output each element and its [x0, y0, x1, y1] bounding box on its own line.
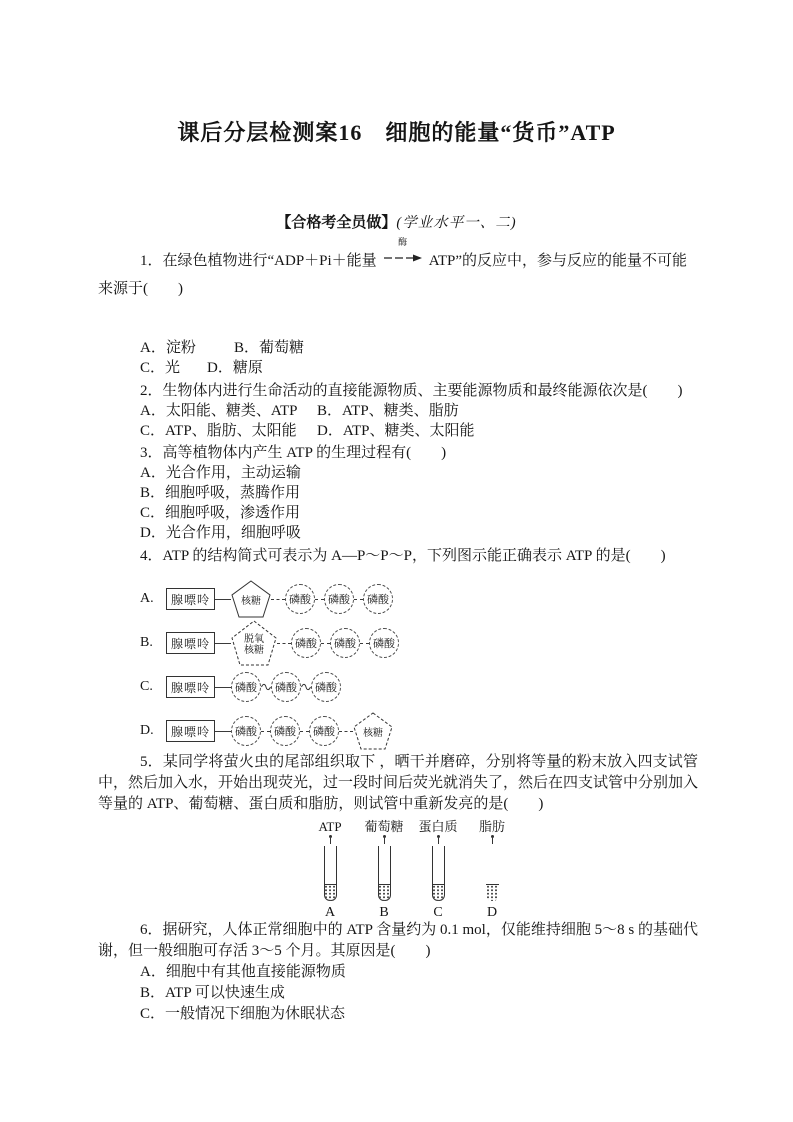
- question-6: [98, 920, 698, 1025]
- q3-option-b: B．细胞呼吸，蒸腾作用: [140, 485, 301, 501]
- q4-stem: 4．ATP 的结构简式可表示为 A—P～P～P，下列图示能正确表示 ATP 的是( ): [140, 548, 666, 564]
- q1-option-a: A．淀粉: [140, 340, 196, 356]
- tube-letter: C: [433, 905, 443, 920]
- bond-line-dashed: [300, 731, 309, 732]
- bond-line-dashed: [321, 643, 330, 644]
- phosphate-circle: 磷酸: [291, 628, 321, 658]
- diagram-a-label: A.: [140, 591, 154, 606]
- question-4: [98, 546, 698, 566]
- q2-option-a: A．太阳能、糖类、ATP: [140, 403, 298, 419]
- tube-substance-label: 葡萄糖: [364, 819, 404, 834]
- section-note: (学业水平一、二): [396, 215, 517, 231]
- bond-line-dashed: [271, 599, 285, 600]
- q3-option-a: A．光合作用，主动运输: [140, 465, 301, 481]
- bond-line: [215, 687, 231, 688]
- q1-options: [140, 338, 740, 378]
- q6-option-b: B．ATP 可以快速生成: [140, 985, 285, 1001]
- tube-column-c: [411, 819, 465, 921]
- q2-options-row-1: [140, 401, 698, 421]
- q2-option-b: B．ATP、糖类、脂肪: [317, 403, 459, 419]
- tube-letter: B: [379, 905, 389, 920]
- q3-option-c: C．细胞呼吸，渗透作用: [140, 505, 301, 521]
- bond-line-dashed: [354, 599, 363, 600]
- bond-line-dashed: [339, 731, 353, 732]
- q6-stem: 6．据研究，人体正常细胞中的 ATP 含量约为 0.1 mol，仅能维持细胞 5～8 s 的基础代谢，但一般细胞可存活 3～5 个月。其原因是( ): [98, 922, 698, 959]
- tube-substance-label: 脂肪: [478, 819, 505, 834]
- q6-option-c: C．一般情况下细胞为休眠状态: [140, 1006, 346, 1022]
- test-tube: [324, 846, 337, 901]
- phosphate-circle: 磷酸: [270, 716, 300, 746]
- diagram-c-label: C.: [140, 679, 153, 694]
- high-energy-bond-icon: [261, 683, 271, 691]
- phosphate-circle: 磷酸: [309, 716, 339, 746]
- tube-powder: [324, 884, 337, 901]
- tube-substance-label: 蛋白质: [418, 819, 458, 834]
- high-energy-bond-icon: [301, 683, 311, 691]
- q1-stem-text-before: 1．在绿色植物进行“ADP＋Pi＋能量: [140, 253, 377, 269]
- phosphate-circle: 磷酸: [271, 672, 301, 702]
- page-title: 课后分层检测案16 细胞的能量“货币”ATP: [177, 120, 616, 145]
- bond-line-dashed: [261, 731, 270, 732]
- test-tube: [432, 846, 445, 901]
- q1-stem-line-2: 来源于( ): [98, 281, 183, 297]
- bond-line-dashed: [277, 643, 291, 644]
- tube-letter: D: [486, 905, 498, 920]
- arrow-icon: [384, 253, 422, 263]
- dropper-mark-icon: [383, 835, 386, 845]
- phosphate-circle: 磷酸: [311, 672, 341, 702]
- phosphate-circle: 磷酸: [363, 584, 393, 614]
- bond-line: [215, 731, 231, 732]
- tube-letter: A: [324, 905, 336, 920]
- deoxyribose-pentagon: 脱氧核糖: [231, 620, 277, 666]
- q1-option-d: D．糖原: [207, 360, 263, 376]
- q2-options-row-2: [140, 421, 698, 441]
- tube-powder: [378, 884, 391, 901]
- phosphate-circle: 磷酸: [231, 672, 261, 702]
- adenine-box: 腺嘌呤: [166, 632, 215, 654]
- q3-option-d: D．光合作用，细胞呼吸: [140, 525, 301, 541]
- phosphate-circle: 磷酸: [324, 584, 354, 614]
- question-3: [98, 443, 698, 543]
- section-header: [0, 211, 793, 232]
- q5-stem: 5．某同学将萤火虫的尾部组织取下 ，晒干并磨碎，分别将等量的粉末放入四支试管中，然后加入水，开始出现荧光，过一段时间后荧光就消失了，然后在四支试管中分别加入等量的 ATP、葡萄糖、蛋白质和脂肪，则试管中重新发亮的是( ): [98, 754, 699, 812]
- q6-option-a: A．细胞中有其他直接能源物质: [140, 964, 346, 980]
- bond-line: [215, 599, 231, 600]
- phosphate-circle: 磷酸: [285, 584, 315, 614]
- bond-line: [215, 643, 231, 644]
- bond-line-dashed: [315, 599, 324, 600]
- q5-figure: [303, 819, 519, 921]
- ribose-pentagon: 核糖: [231, 580, 271, 618]
- question-5: [98, 752, 698, 815]
- bond-line-dashed: [360, 643, 369, 644]
- dropper-mark-icon: [437, 835, 440, 845]
- adenine-box: 腺嘌呤: [166, 588, 215, 610]
- question-2: [98, 381, 698, 441]
- reaction-arrow: [384, 237, 422, 273]
- diagram-b-label: B.: [140, 635, 153, 650]
- enzyme-label: 酶: [398, 237, 408, 247]
- tube-powder: [432, 884, 445, 901]
- test-tube: [378, 846, 391, 901]
- q1-options-row-1: [140, 338, 740, 358]
- adenine-box: 腺嘌呤: [166, 676, 215, 698]
- q2-option-c: C．ATP、脂肪、太阳能: [140, 423, 297, 439]
- adenine-box: 腺嘌呤: [166, 720, 215, 742]
- q1-options-row-2: [140, 358, 740, 378]
- q1-option-b: B．葡萄糖: [234, 340, 305, 356]
- phosphate-circle: 磷酸: [330, 628, 360, 658]
- dropper-mark-icon: [329, 835, 332, 845]
- q4-diagram-a: [140, 580, 393, 618]
- q6-options: [98, 962, 698, 1025]
- q2-stem: 2．生物体内进行生命活动的直接能源物质、主要能源物质和最终能源依次是( ): [140, 383, 683, 399]
- ribose-pentagon: 核糖: [353, 712, 393, 750]
- dropper-mark-icon: [491, 835, 494, 845]
- q2-option-d: D．ATP、糖类、太阳能: [317, 423, 475, 439]
- tube-powder: [486, 884, 499, 901]
- tube-column-b: [357, 819, 411, 921]
- q3-stem: 3．高等植物体内产生 ATP 的生理过程有( ): [140, 445, 447, 461]
- q3-options: [98, 463, 698, 543]
- q1-stem-line-1: [98, 237, 698, 273]
- tube-substance-label: ATP: [318, 819, 342, 834]
- q1-option-c: C．光: [140, 360, 181, 376]
- phosphate-circle: 磷酸: [231, 716, 261, 746]
- q4-diagram-b: [140, 620, 399, 666]
- diagram-d-label: D.: [140, 723, 154, 738]
- q1-stem-text-after: ATP”的反应中，参与反应的能量不可能: [428, 253, 688, 269]
- tube-column-a: [303, 819, 357, 921]
- section-title: 【合格考全员做】: [276, 215, 397, 231]
- phosphate-circle: 磷酸: [369, 628, 399, 658]
- tube-column-d: [465, 819, 519, 921]
- q4-diagram-c: [140, 672, 341, 702]
- question-1: [98, 237, 698, 299]
- q4-diagram-d: [140, 712, 393, 750]
- test-tube-faint: [486, 846, 499, 901]
